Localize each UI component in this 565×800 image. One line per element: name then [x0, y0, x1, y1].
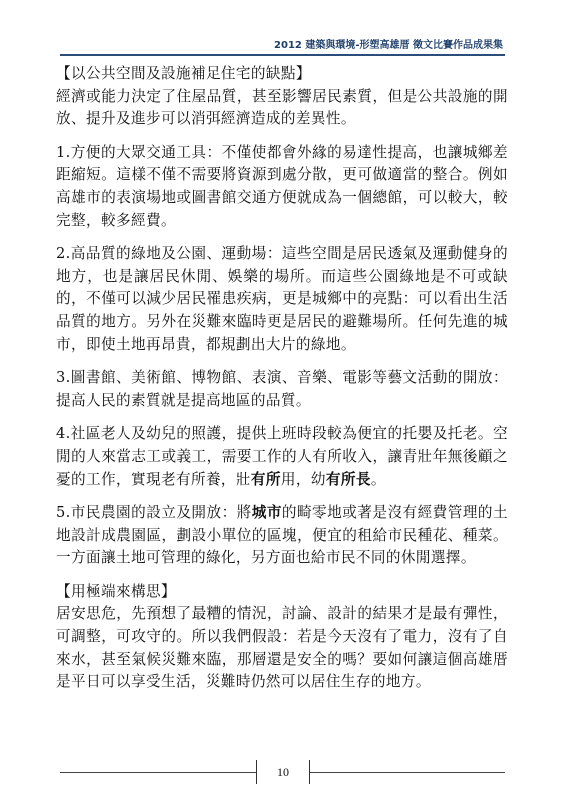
header-rule — [60, 54, 505, 56]
item-5-text-start: 5.市民農園的設立及開放：將 — [56, 504, 252, 522]
outro-paragraph: 居安思危，先預想了最糟的情況，討論、設計的結果才是最有彈性，可調整，可攻守的。所以我們假設：若是今天沒有了電力，沒有了自來水，甚至氣候災難來臨，那層還是安全的嗎？要如何讓這個高雄厝是平日可以享受生活，災難時仍然可以居住生存的地方。 — [56, 605, 508, 691]
page-number: 10 — [256, 760, 310, 784]
item-5-text-end: 的畸零地或著是沒有經費管理的土地設計成農園區，劃設小單位的區塊，便宜的租給市民種花、種菜。一方面讓土地可管理的綠化，另方面也給市民不同的休閒選擇。 — [56, 504, 508, 567]
item-1-transport: 1.方便的大眾交通工具：不僅使都會外緣的易達性提高，也讓城鄉差距縮短。這樣不僅不需要將資源到處分散，更可做適當的整合。例如高雄市的表演場地或圖書館交通方便就成為一個總館，可以較大，較完整，較多經費。 — [56, 143, 508, 229]
item-4-bold-2: 有所長 — [325, 470, 371, 488]
item-4-text-start: 4.社區老人及幼兒的照護，提供上班時段較為便宜的托嬰及托老。空閒的人來當志工或義工，需要工作的人有所收入，讓青壯年無後顧之憂的工作，實現老有所養，壯 — [56, 425, 508, 488]
item-5-farm — [56, 502, 508, 570]
intro-paragraph: 經濟或能力決定了住屋品質，甚至影響居民素質，但是公共設施的開放、提升及進步可以消弭經濟造成的差異性。 — [56, 87, 508, 128]
item-4-bold-1: 有所 — [250, 470, 281, 488]
running-header: 2012 建築與環境-形塑高雄厝 徵文比賽作品成果集 — [274, 40, 503, 51]
item-4-text-end: 。 — [370, 470, 386, 488]
page-body — [56, 63, 508, 705]
item-4-care — [56, 423, 508, 491]
item-5-bold: 城市 — [251, 504, 282, 522]
item-3-arts: 3.圖書館、美術館、博物館、表演、音樂、電影等藝文活動的開放：提高人民的素質就是提高地區的品質。 — [56, 369, 508, 409]
item-2-green-space: 2.高品質的綠地及公園、運動場：這些空間是居民透氣及運動健身的地方，也是讓居民休閒、娛樂的場所。而這些公園綠地是不可或缺的，不僅可以減少居民罹患疾病，更是城鄉中的亮點：可以看出生活品質的地方。另外在災難來臨時更是居民的避難場所。任何先進的城市，即使土地再昂貴，都規劃出大片的綠地。 — [56, 245, 508, 353]
section-heading-public-space: 【以公共空間及設施補足住宅的缺點】 — [56, 65, 311, 82]
section-heading-extreme: 【用極端來構思】 — [56, 582, 176, 600]
item-4-text-mid: 用，幼 — [280, 470, 326, 488]
